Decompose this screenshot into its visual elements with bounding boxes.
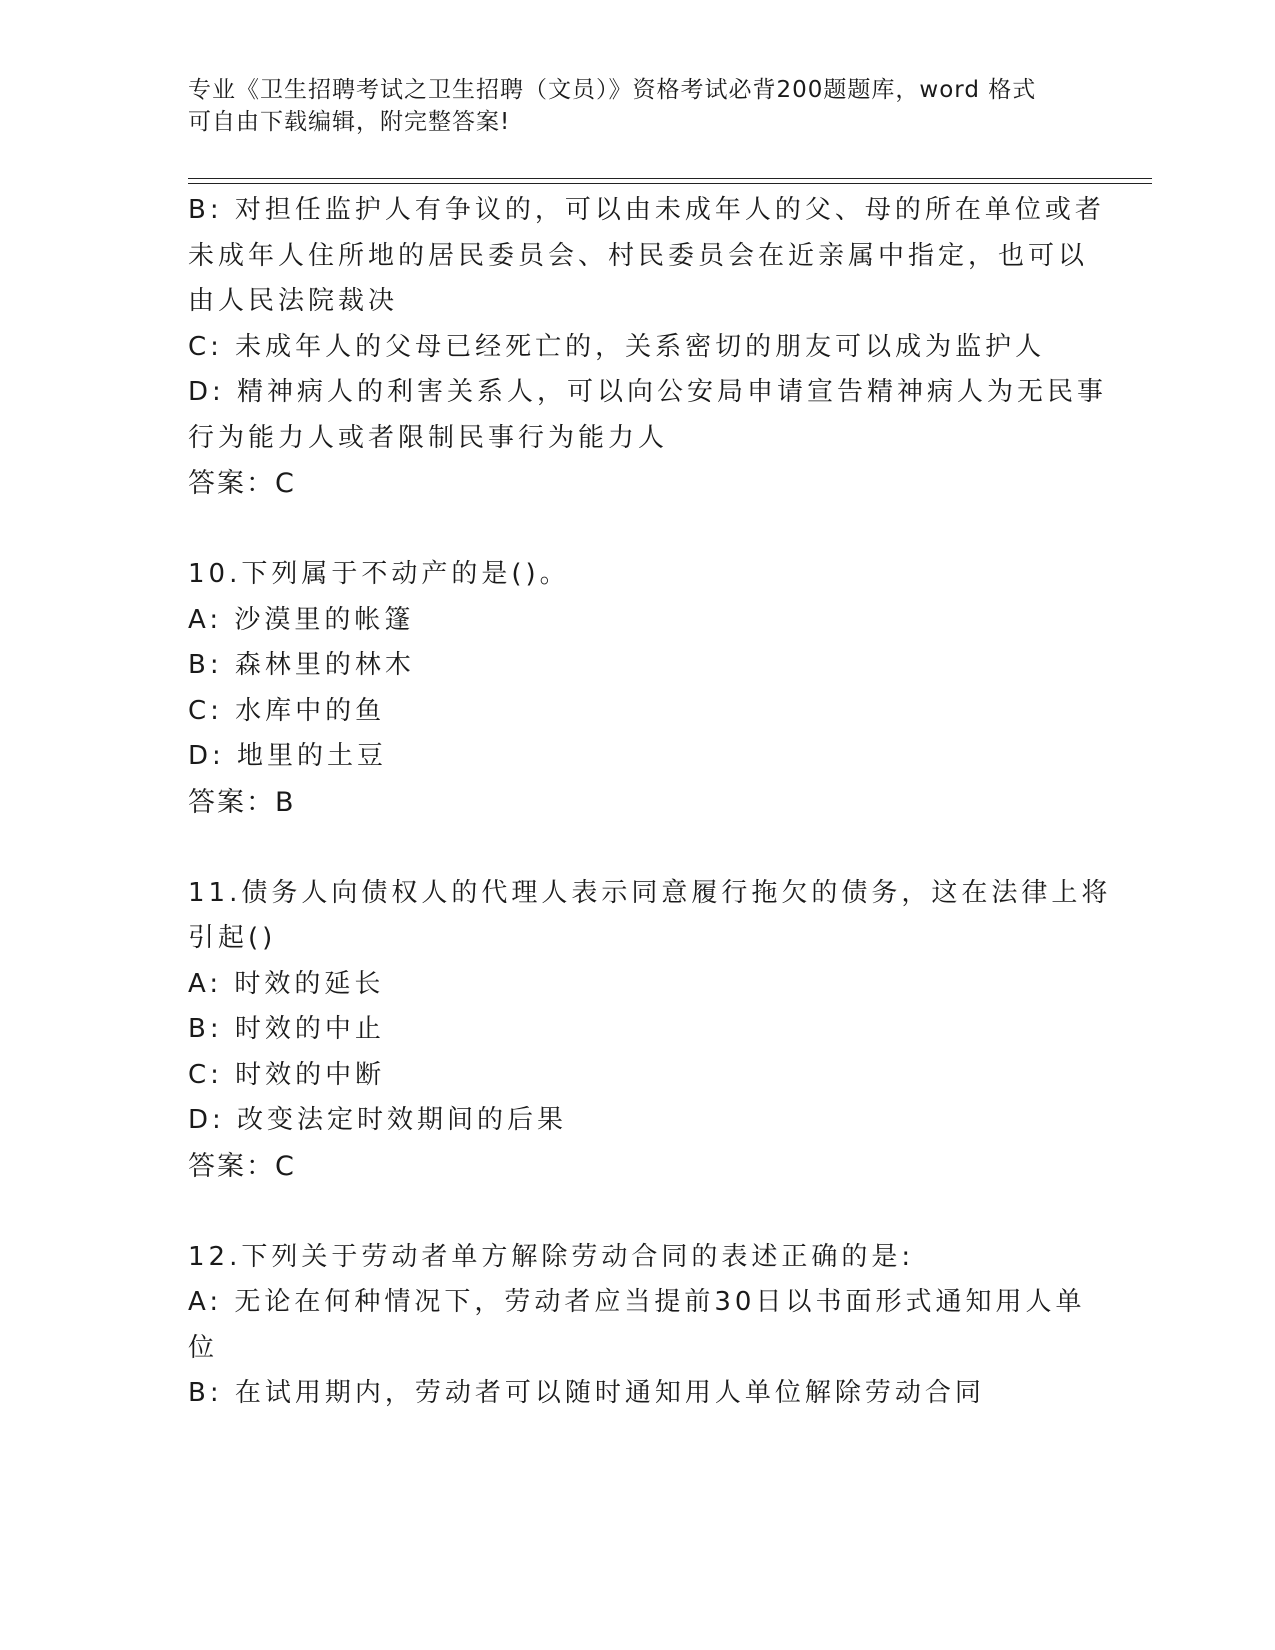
answer-11: 答案：C — [188, 1150, 296, 1182]
document-header — [188, 74, 1068, 138]
option-b-line-1: B: 对担任监护人有争议的，可以由未成年人的父、母的所在单位或者 — [188, 195, 1105, 225]
question-10: 10.下列属于不动产的是()。 — [188, 559, 570, 589]
question-12-option-a-line-1: A: 无论在何种情况下，劳动者应当提前30日以书面形式通知用人单 — [188, 1287, 1086, 1317]
question-12-option-a-line-2: 位 — [188, 1332, 219, 1363]
answer-10: 答案：B — [188, 786, 296, 818]
question-11-option-b: B: 时效的中止 — [188, 1014, 385, 1044]
spacer — [188, 825, 1088, 871]
question-12: 12.下列关于劳动者单方解除劳动合同的表述正确的是: — [188, 1241, 915, 1272]
question-11-option-d: D: 改变法定时效期间的后果 — [188, 1105, 568, 1135]
spacer — [188, 1189, 1088, 1235]
option-b-line-2: 未成年人住所地的居民委员会、村民委员会在近亲属中指定，也可以 — [188, 240, 1089, 271]
question-10-option-b: B: 森林里的林木 — [188, 650, 415, 680]
answer-9: 答案：C — [188, 468, 296, 499]
question-11-option-c: C: 时效的中断 — [188, 1059, 386, 1090]
question-10-option-c: C: 水库中的鱼 — [188, 695, 386, 726]
question-11-line-2: 引起() — [188, 923, 277, 953]
option-d-line-2: 行为能力人或者限制民事行为能力人 — [188, 422, 669, 453]
option-d-line-1: D: 精神病人的利害关系人，可以向公安局申请宣告精神病人为无民事 — [188, 377, 1108, 407]
question-10-option-a: A: 沙漠里的帐篷 — [188, 604, 415, 635]
header-title-line-2: 可自由下载编辑，附完整答案! — [188, 109, 511, 135]
option-b-line-3: 由人民法院裁决 — [188, 286, 399, 316]
header-divider-top — [188, 178, 1152, 179]
question-10-option-d: D: 地里的土豆 — [188, 741, 388, 771]
question-12-option-b: B: 在试用期内，劳动者可以随时通知用人单位解除劳动合同 — [188, 1378, 985, 1408]
spacer — [188, 507, 1088, 553]
question-11-line-1: 11.债务人向债权人的代理人表示同意履行拖欠的债务，这在法律上将 — [188, 877, 1112, 908]
option-c: C: 未成年人的父母已经死亡的，关系密切的朋友可以成为监护人 — [188, 331, 1046, 362]
question-content — [188, 188, 1112, 1417]
header-title-line-1: 专业《卫生招聘考试之卫生招聘（文员）》资格考试必背200题题库，word 格式 — [188, 77, 1037, 103]
header-divider-bottom — [188, 183, 1152, 184]
question-11-option-a: A: 时效的延长 — [188, 968, 385, 999]
